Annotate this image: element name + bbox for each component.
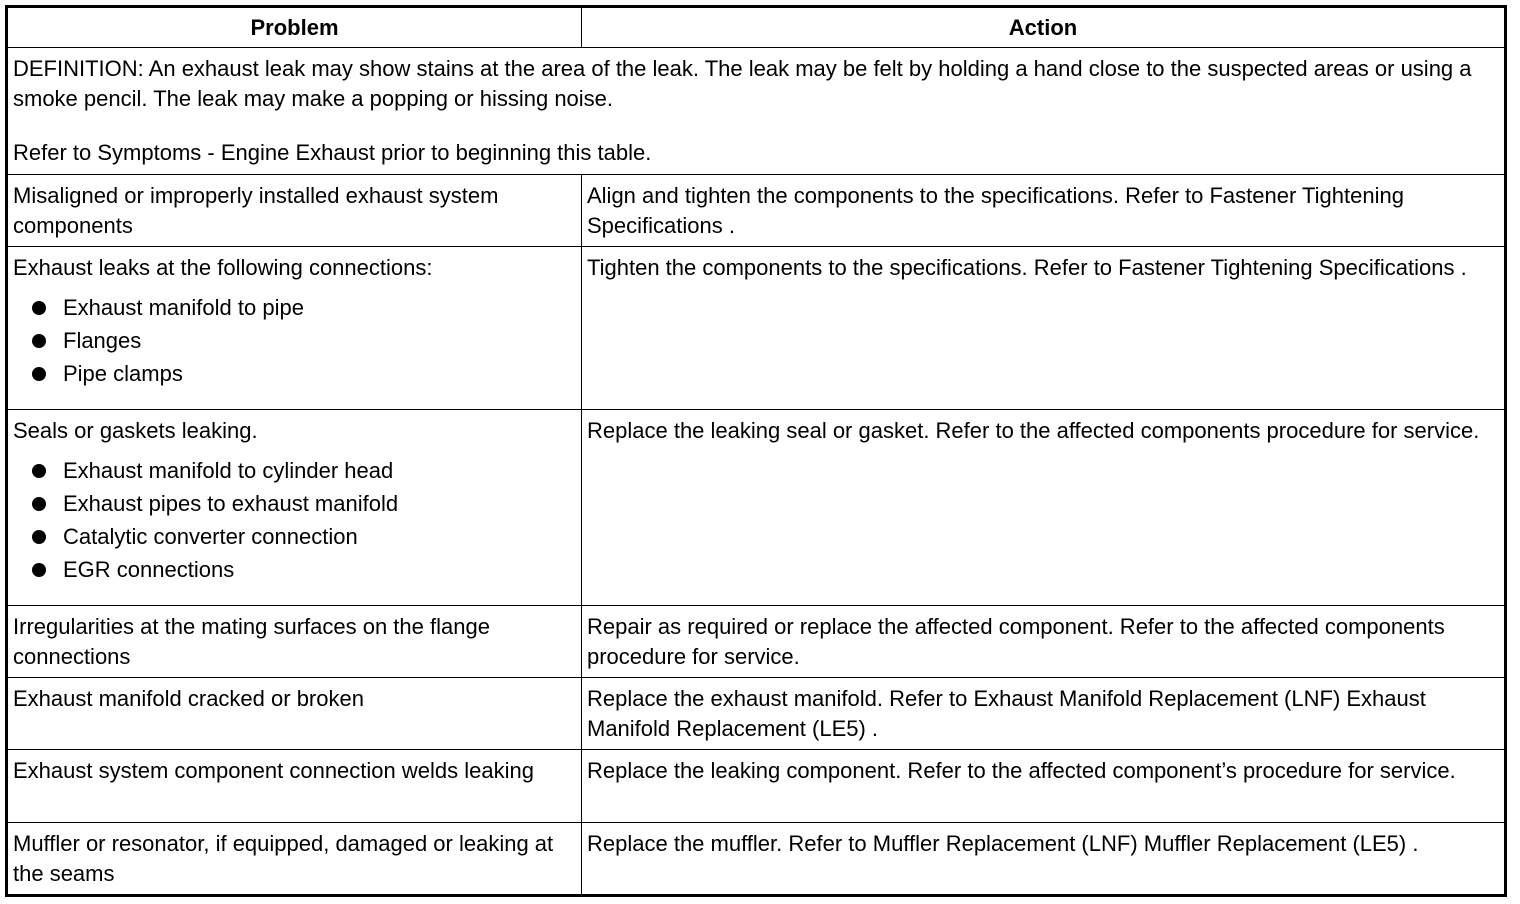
action-cell: Align and tighten the components to the specifications. Refer to Fastener Tightening Specifications . <box>582 175 1505 247</box>
table-row <box>8 678 1505 750</box>
table-row <box>8 410 1505 606</box>
list-item: Exhaust manifold to cylinder head <box>13 454 576 487</box>
bullet-icon <box>32 464 46 478</box>
list-item: Exhaust pipes to exhaust manifold <box>13 487 576 520</box>
problem-cell <box>8 410 582 606</box>
problem-cell: Muffler or resonator, if equipped, damaged or leaking at the seams <box>8 823 582 895</box>
bullet-icon <box>32 497 46 511</box>
action-cell: Repair as required or replace the affected component. Refer to the affected components procedure for service. <box>582 606 1505 678</box>
list-item: Flanges <box>13 324 576 357</box>
list-item: Pipe clamps <box>13 357 576 390</box>
header-problem: Problem <box>8 8 582 48</box>
bullet-icon <box>32 530 46 544</box>
table-row <box>8 175 1505 247</box>
header-action: Action <box>582 8 1505 48</box>
list-item: Exhaust manifold to pipe <box>13 291 576 324</box>
diagnostic-table-frame <box>5 5 1507 897</box>
problem-cell: Irregularities at the mating surfaces on the flange connections <box>8 606 582 678</box>
table-row <box>8 750 1505 823</box>
action-cell: Replace the leaking seal or gasket. Refer to the affected components procedure for service. <box>582 410 1505 606</box>
diagnostic-table <box>7 7 1505 895</box>
action-cell: Replace the leaking component. Refer to the affected component’s procedure for service. <box>582 750 1505 823</box>
problem-text: Exhaust leaks at the following connections: <box>13 255 433 280</box>
problem-text: Seals or gaskets leaking. <box>13 418 258 443</box>
problem-cell <box>8 247 582 410</box>
definition-cell <box>8 48 1505 175</box>
table-row <box>8 247 1505 410</box>
action-cell: Replace the muffler. Refer to Muffler Replacement (LNF) Muffler Replacement (LE5) . <box>582 823 1505 895</box>
bullet-icon <box>32 367 46 381</box>
definition-row <box>8 48 1505 175</box>
table-row <box>8 606 1505 678</box>
problem-cell: Misaligned or improperly installed exhaust system components <box>8 175 582 247</box>
bullet-icon <box>32 301 46 315</box>
action-cell: Tighten the components to the specifications. Refer to Fastener Tightening Specifications . <box>582 247 1505 410</box>
connection-list <box>13 291 576 390</box>
problem-cell: Exhaust manifold cracked or broken <box>8 678 582 750</box>
action-cell: Replace the exhaust manifold. Refer to Exhaust Manifold Replacement (LNF) Exhaust Manifold Replacement (LE5) . <box>582 678 1505 750</box>
header-row <box>8 8 1505 48</box>
seal-list <box>13 454 576 586</box>
definition-text: DEFINITION: An exhaust leak may show stains at the area of the leak. The leak may be felt by holding a hand close to the suspected areas or using a smoke pencil. The leak may make a popping or hissing noise. <box>13 56 1472 111</box>
bullet-icon <box>32 563 46 577</box>
list-item: EGR connections <box>13 553 576 586</box>
list-item: Catalytic converter connection <box>13 520 576 553</box>
table-row <box>8 823 1505 895</box>
definition-note: Refer to Symptoms - Engine Exhaust prior to beginning this table. <box>13 140 652 165</box>
bullet-icon <box>32 334 46 348</box>
problem-cell: Exhaust system component connection welds leaking <box>8 750 582 823</box>
